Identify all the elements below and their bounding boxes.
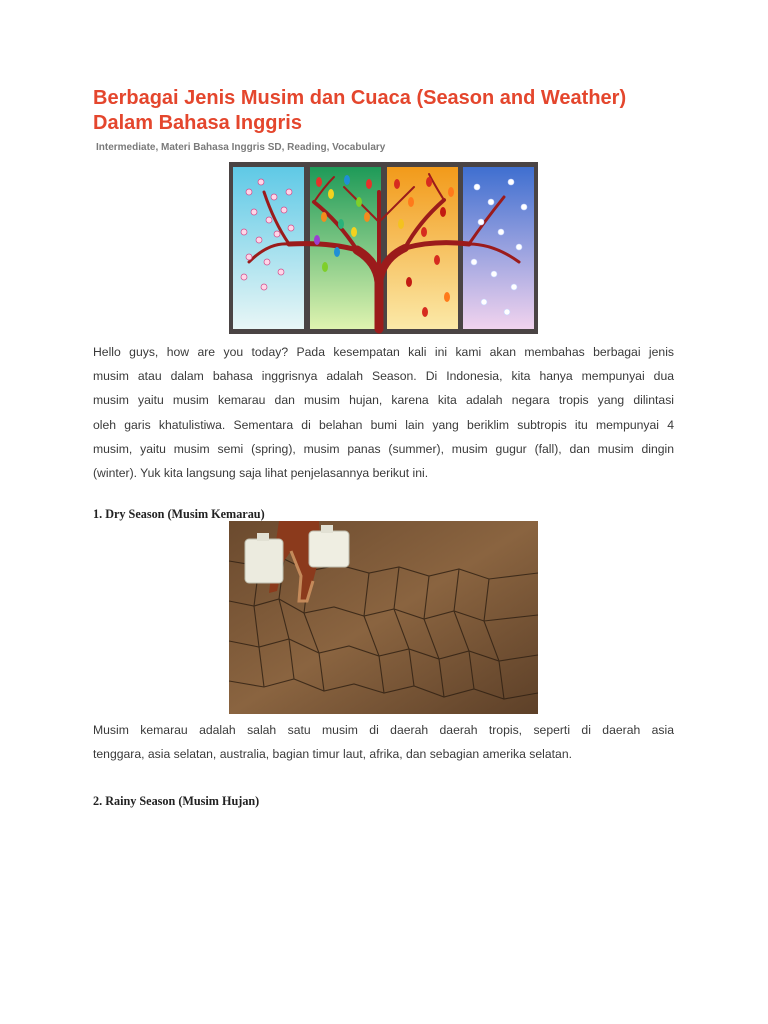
section-heading-rainy-season: 2. Rainy Season (Musim Hujan) [93,794,260,808]
article-categories: Intermediate, Materi Bahasa Inggris SD, Reading, Vocabulary [96,142,386,153]
intro-line-1: Hello guys, how are you today? Pada kesempatan kali ini kami akan membahas berbagai jenis [93,345,674,359]
article-title [93,86,683,136]
intro-line-6: (winter). Yuk kita langsung saja lihat penjelasannya berikut ini. [93,465,429,480]
dry-season-image [229,521,538,714]
dry-season-paragraph [93,718,674,766]
intro-line-5: musim, yaitu musim semi (spring), musim panas (summer), musim gugur (fall), dan musim dingin [93,441,674,456]
article-title-line-2: Dalam Bahasa Inggris [93,112,302,134]
intro-line-3: musim yaitu musim kemarau dan musim hujan, karena kita adalah negara tropis yang dilintasi [93,393,674,408]
intro-paragraph [93,340,674,485]
article-title-line-1: Berbagai Jenis Musim dan Cuaca (Season and Weather) [93,87,627,109]
four-seasons-tree-image [229,162,538,334]
intro-line-2: musim atau dalam bahasa inggrisnya adalah Season. Di Indonesia, kita hanya mempunyai dua [93,369,674,384]
intro-line-4: oleh garis khatulistiwa. Sementara di belahan bumi lain yang beriklim subtropis itu mempunyai 4 [93,417,674,432]
dry-season-line-1: Musim kemarau adalah salah satu musim di daerah daerah tropis, seperti di daerah asia [93,723,674,737]
section-heading-dry-season: 1. Dry Season (Musim Kemarau) [93,507,265,521]
dry-season-line-2: tenggara, asia selatan, australia, bagian timur laut, afrika, dan sebagian amerika selatan. [93,747,572,762]
